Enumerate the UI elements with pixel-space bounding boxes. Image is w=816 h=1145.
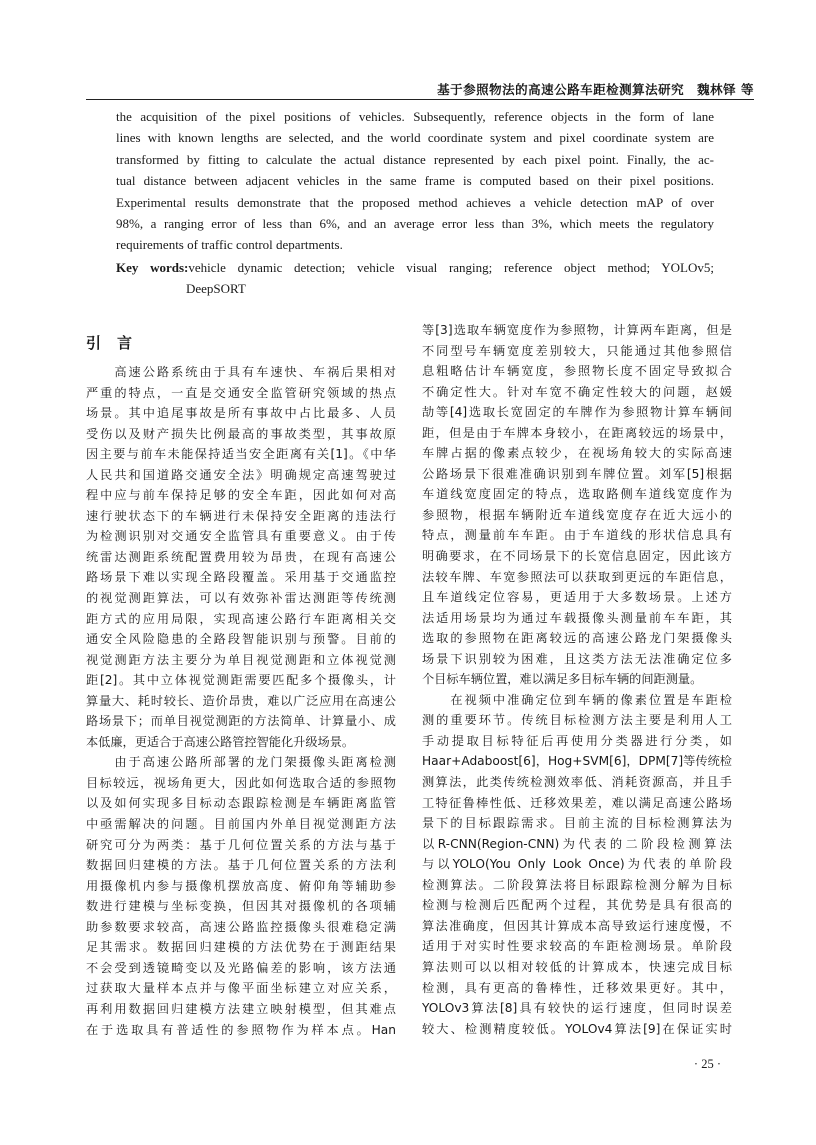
left-column-line: 统雷达测距系统配置费用较为昂贵，在现有高速公 bbox=[86, 549, 396, 564]
left-column-line: 为检测识别对交通安全监管具有重要意义。由于传 bbox=[86, 529, 396, 544]
header-rule bbox=[86, 99, 754, 100]
right-column-line: 以R-CNN(Region-CNN)为代表的二阶段检测算法 bbox=[422, 836, 732, 851]
left-column-line: 过获取大量样本点并与像平面坐标建立对应关系， bbox=[86, 981, 396, 996]
right-column-line: 个目标车辆位置，难以满足多目标车辆的间距测量。 bbox=[422, 672, 703, 687]
right-column-line: 车牌占据的像素点较少，在视场角较大的实际高速 bbox=[422, 446, 732, 461]
left-column-line: 通安全风险隐患的全路段智能识别与预警。目前的 bbox=[86, 632, 396, 647]
right-column-line: 劼等[4]选取长宽固定的车牌作为参照物计算车辆间 bbox=[422, 405, 732, 420]
right-column-line: Haar+Adaboost[6]，Hog+SVM[6]，DPM[7]等传统检 bbox=[422, 754, 732, 769]
right-column-line: 较大、检测精度较低。YOLOv4算法[9]在保证实时 bbox=[422, 1021, 732, 1036]
right-column-line: 特点，测量前车车距。由于车道线的形状信息具有 bbox=[422, 528, 732, 543]
right-column-line: 法较车牌、车宽参照法可以获取到更远的车距信息， bbox=[422, 569, 732, 584]
right-column-line: 检测算法。二阶段算法将目标跟踪检测分解为目标 bbox=[422, 877, 732, 892]
left-column-line: 以及如何实现多目标动态跟踪检测是车辆距离监管 bbox=[86, 796, 396, 811]
left-column-line: 距方式的应用局限，实现高速公路行车距离相关交 bbox=[86, 611, 396, 626]
right-column-line: 算法则可以以相对较低的计算成本，快速完成目标 bbox=[422, 959, 732, 974]
left-column-line: 中亟需解决的问题。目前国内外单目视觉测距方法 bbox=[86, 817, 396, 832]
right-column-line: 参照物，根据车辆附近车道线宽度存在近大远小的 bbox=[422, 507, 732, 522]
left-column-line: 距[2]。其中立体视觉测距需要匹配多个摄像头，计 bbox=[86, 673, 396, 688]
keywords-label: Key words: bbox=[116, 260, 189, 275]
right-column-line: 检测与检测后匹配两个过程，其优势是具有很高的 bbox=[422, 898, 732, 913]
left-column-line: 数据回归建模的方法。基于几何位置关系的方法利 bbox=[86, 858, 396, 873]
right-column-line: 车道线宽度固定的特点，选取路侧车道线宽度作为 bbox=[422, 487, 732, 502]
keywords-line bbox=[116, 257, 714, 278]
left-column bbox=[86, 362, 396, 1040]
right-column-line: YOLOv3算法[8]具有较快的运行速度，但同时误差 bbox=[422, 1001, 732, 1016]
left-column-line: 用摄像机内参与摄像机摆放高度、俯仰角等辅助参 bbox=[86, 878, 396, 893]
running-title: 基于参照物法的高速公路车距检测算法研究 魏林铎 等 bbox=[437, 82, 754, 97]
right-column-line: 测的重要环节。传统目标检测方法主要是利用人工 bbox=[422, 713, 732, 728]
keywords-list-continued: DeepSORT bbox=[186, 281, 246, 296]
left-column-line: 由于高速公路所部署的龙门架摄像头距离检测 bbox=[86, 755, 396, 770]
left-column-line: 研究可分为两类：基于几何位置关系的方法与基于 bbox=[86, 837, 396, 852]
abstract-line: the acquisition of the pixel positions of vehicles. Subsequently, reference objects in the form of lane bbox=[116, 109, 714, 124]
right-column-line: 景下的目标跟踪需求。目前主流的目标检测算法为 bbox=[422, 816, 732, 831]
left-column-line: 路场景下难以实现全路段覆盖。采用基于交通监控 bbox=[86, 570, 396, 585]
keywords-block bbox=[116, 257, 714, 299]
abstract-continuation bbox=[116, 106, 714, 256]
left-column-line: 路场景下；而单目视觉测距的方法简单、计算量小、成 bbox=[86, 714, 396, 729]
right-column-line: 且车道线定位容易，更适用于大多数场景。上述方 bbox=[422, 590, 732, 605]
right-column-line: 距，但是由于车牌本身较小，在距离较远的场景中， bbox=[422, 425, 732, 440]
section-title-introduction: 引言 bbox=[86, 334, 149, 352]
left-column-line: 的视觉测距算法，可以有效弥补雷达测距等传统测 bbox=[86, 591, 396, 606]
keywords-list: vehicle dynamic detection; vehicle visual ranging; reference object method; YOLOv5; bbox=[188, 260, 714, 275]
left-column-line: 视觉测距方法主要分为单目视觉测距和立体视觉测 bbox=[86, 652, 396, 667]
left-column-line: 高速公路系统由于具有车速快、车祸后果相对 bbox=[86, 365, 396, 379]
left-column-line: 速行驶状态下的车辆进行未保持安全距离的违法行 bbox=[86, 508, 396, 523]
abstract-line: transformed by fitting to calculate the actual distance represented by each pixel point. Finally, the ac- bbox=[116, 151, 714, 167]
left-column-line: 助参数要求较高，高速公路监控摄像头很难稳定满 bbox=[86, 919, 396, 934]
right-column-line: 测算法，此类传统检测效率低、消耗资源高，并且手 bbox=[422, 775, 732, 790]
right-column bbox=[422, 320, 732, 1039]
left-column-line: 受伤以及财产损失比例最高的事故类型，其事故原 bbox=[86, 426, 396, 441]
right-column-line: 手动提取目标特征后再使用分类器进行分类，如 bbox=[422, 733, 732, 748]
right-column-line: 等[3]选取车辆宽度作为参照物，计算两车距离，但是 bbox=[422, 323, 732, 337]
abstract-line: lines with known lengths are selected, and the world coordinate system and pixel coordinate system are bbox=[116, 130, 714, 146]
left-column-line: 不会受到透镜畸变以及光路偏差的影响，该方法通 bbox=[86, 960, 396, 975]
left-column-line: 在于选取具有普适性的参照物作为样本点。Han bbox=[86, 1022, 396, 1037]
left-column-line: 目标较远，视场角更大，因此如何选取合适的参照物 bbox=[86, 775, 396, 790]
left-column-line: 再利用数据回归建模方法建立映射模型，但其难点 bbox=[86, 1001, 396, 1016]
left-column-line: 人民共和国道路交通安全法》明确规定高速驾驶过 bbox=[86, 467, 396, 482]
abstract-line: tual distance between adjacent vehicles in the same frame is computed based on their pixel positions. bbox=[116, 173, 714, 189]
abstract-line: 98%, a ranging error of less than 6%, and an average error less than 3%, which meets the regulatory bbox=[116, 216, 714, 232]
right-column-line: 息粗略估计车辆宽度，参照物长度不固定导致拟合 bbox=[422, 364, 732, 379]
right-column-line: 工特征鲁棒性低、迁移效果差，难以满足高速公路场 bbox=[422, 795, 732, 810]
right-column-line: 适用于对实时性要求较高的车距检测场景。单阶段 bbox=[422, 939, 732, 954]
right-column-line: 法适用场景均为通过车载摄像头测量前车车距，其 bbox=[422, 610, 732, 625]
right-column-line: 不确定性大。针对车宽不确定性较大的问题，赵媛 bbox=[422, 384, 732, 399]
abstract-line: requirements of traffic control departments. bbox=[116, 237, 343, 253]
right-column-line: 检测，具有更高的鲁棒性，迁移效果更好。其中， bbox=[422, 980, 732, 995]
left-column-line: 严重的特点，一直是交通安全监管研究领域的热点 bbox=[86, 385, 396, 400]
abstract-line: Experimental results demonstrate that the proposed method achieves a vehicle detection mAP of over bbox=[116, 194, 714, 210]
right-column-line: 公路场景下很难准确识别到车牌位置。刘军[5]根据 bbox=[422, 466, 732, 481]
right-column-line: 与以YOLO(You Only Look Once)为代表的单阶段 bbox=[422, 857, 732, 872]
left-column-line: 程中应与前车保持足够的安全车距，因此如何对高 bbox=[86, 488, 396, 503]
right-column-line: 算法准确度，但因其计算成本高导致运行速度慢，不 bbox=[422, 918, 732, 933]
left-column-line: 因主要与前车未能保持适当安全距离有关[1]。《中华 bbox=[86, 447, 396, 462]
right-column-line: 在视频中准确定位到车辆的像素位置是车距检 bbox=[422, 692, 732, 707]
page-number: · 25 · bbox=[693, 1057, 721, 1071]
left-column-line: 本低廉，更适合于高速公路管控智能化升级场景。 bbox=[86, 734, 355, 749]
right-column-line: 选取的参照物在距离较远的高速公路龙门架摄像头 bbox=[422, 631, 732, 646]
left-column-line: 足其需求。数据回归建模的方法优势在于测距结果 bbox=[86, 940, 396, 955]
right-column-line: 不同型号车辆宽度差别较大，只能通过其他参照信 bbox=[422, 343, 732, 358]
right-column-line: 场景下识别较为困难，且这类方法无法准确定位多 bbox=[422, 651, 732, 666]
left-column-line: 算量大、耗时较长、造价昂贵，难以广泛应用在高速公 bbox=[86, 693, 396, 708]
left-column-line: 场景。其中追尾事故是所有事故中占比最多、人员 bbox=[86, 406, 396, 421]
running-header bbox=[86, 80, 754, 98]
left-column-line: 数进行建模与坐标变换，但因其对摄像机的各项辅 bbox=[86, 899, 396, 914]
right-column-line: 明确要求，在不同场景下的长宽信息固定，因此该方 bbox=[422, 549, 732, 564]
